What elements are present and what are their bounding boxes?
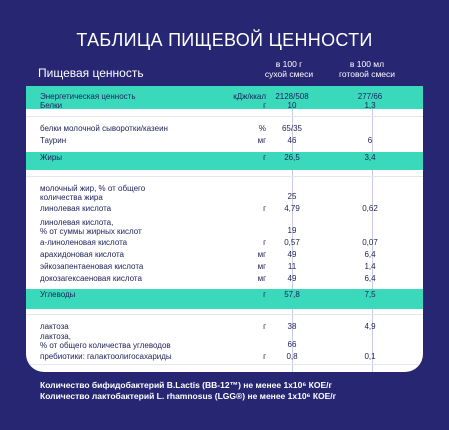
row-label: [40, 124, 168, 133]
row-label: [40, 322, 69, 331]
row-label-line: Жиры: [40, 153, 63, 162]
row-label-line: Энергетическая ценность: [40, 92, 136, 101]
value-ready: 7,5: [364, 290, 376, 299]
row-label-line: линолевая кислота: [40, 204, 112, 213]
value-ready: 277/66: [357, 92, 383, 101]
row-label: [40, 274, 142, 283]
column-header-ready: [327, 59, 407, 79]
table-row: [26, 262, 423, 273]
value-dry: 49: [287, 250, 297, 259]
column-header-dry-line2: сухой смеси: [264, 69, 314, 79]
value-dry: 57,8: [284, 290, 300, 299]
row-label-line: белки молочной сыворотки/казеин: [40, 124, 168, 133]
value-dry: 0,8: [286, 352, 298, 361]
row-unit: кДж/ккал: [233, 92, 266, 101]
row-unit: г: [263, 238, 266, 247]
row-label-line: докозагексаеновая кислота: [40, 274, 142, 283]
table-row: [26, 204, 423, 215]
row-label-line: % от суммы жирных кислот: [40, 227, 142, 236]
row-label-line: пребиотики: галактоолигосахариды: [40, 352, 172, 361]
row-label: [40, 262, 143, 271]
row-label-line: лактоза,: [40, 332, 71, 341]
row-label: [40, 352, 172, 361]
value-dry: 26,5: [284, 153, 300, 162]
row-unit: г: [263, 352, 266, 361]
value-ready: 1,3: [364, 101, 376, 110]
row-label-line: количества жира: [40, 193, 103, 202]
row-separator: [26, 116, 423, 117]
table-row: [26, 290, 423, 308]
value-ready: 4,9: [364, 322, 376, 331]
row-label: [40, 184, 145, 202]
footnote-bifidobacteria: Количество бифидобактерий B.Lactis (BB-12™) не менее 1x10⁶ КОЕ/г: [40, 380, 333, 390]
row-label: [40, 238, 127, 247]
row-unit: мг: [257, 274, 266, 283]
table-header-label: Пищевая ценность: [38, 66, 144, 80]
row-label-line: молочный жир, % от общего: [40, 184, 146, 193]
row-separator: [26, 314, 423, 315]
row-label-line: эйкозапентаеновая кислота: [40, 262, 144, 271]
value-dry: 19: [287, 226, 297, 235]
row-label: [40, 250, 124, 259]
table-row: [26, 332, 423, 352]
row-unit: г: [263, 204, 266, 213]
value-ready: 3,4: [364, 153, 376, 162]
value-dry: 46: [287, 136, 297, 145]
column-header-dry-line1: в 100 г: [275, 59, 303, 69]
value-ready: 0,1: [364, 352, 376, 361]
value-ready: 6,4: [364, 250, 376, 259]
value-dry: 65/35: [281, 124, 303, 133]
footnote-lactobacteria: Количество лактобактерий L. rhamnosus (LGG®) не менее 1x10⁶ КОЕ/г: [40, 391, 337, 401]
row-label: [40, 153, 62, 162]
row-label: [40, 218, 142, 236]
table-row: [26, 274, 423, 285]
page-title: ТАБЛИЦА ПИЩЕВОЙ ЦЕННОСТИ: [76, 30, 373, 50]
row-label-line: % от общего количества углеводов: [40, 341, 171, 350]
row-unit: мг: [257, 136, 266, 145]
row-unit: г: [263, 322, 266, 331]
row-unit: г: [263, 290, 266, 299]
row-label: [40, 204, 111, 213]
value-dry: 11: [287, 262, 297, 271]
table-row: [26, 250, 423, 261]
table-row: [26, 136, 423, 147]
table-row: [26, 124, 423, 135]
table-row: [26, 352, 423, 363]
value-dry: 2128/508: [275, 92, 309, 101]
value-ready: 6,4: [364, 274, 376, 283]
table-row: [26, 218, 423, 238]
column-header-ready-line2: готовой смеси: [338, 69, 396, 79]
row-separator: [26, 176, 423, 177]
row-label: [40, 332, 171, 350]
value-ready: 6: [367, 136, 373, 145]
column-header-dry: [249, 59, 329, 79]
row-label: [40, 290, 75, 299]
value-ready: 0,07: [362, 238, 378, 247]
column-header-ready-line1: в 100 мл: [349, 59, 385, 69]
row-label-line: Белки: [40, 101, 63, 110]
row-label-line: арахидоновая кислота: [40, 250, 124, 259]
table-row: [26, 101, 423, 112]
value-dry: 66: [287, 340, 297, 349]
value-dry: 49: [287, 274, 297, 283]
row-label-line: линолевая кислота,: [40, 218, 114, 227]
value-ready: 1,4: [364, 262, 376, 271]
nutrition-table: [26, 86, 423, 372]
row-label-line: а-линоленовая кислота: [40, 238, 128, 247]
value-dry: 4,79: [284, 204, 300, 213]
row-unit: мг: [257, 262, 266, 271]
row-unit: г: [263, 153, 266, 162]
row-unit: мг: [257, 250, 266, 259]
value-ready: 0,62: [362, 204, 378, 213]
value-dry: 0,57: [284, 238, 300, 247]
table-row: [26, 238, 423, 249]
value-dry: 10: [287, 101, 297, 110]
row-label-line: лактоза: [40, 322, 69, 331]
row-label-line: Углеводы: [40, 290, 76, 299]
row-label: [40, 92, 135, 101]
row-label-line: Таурин: [40, 136, 67, 145]
row-unit: г: [263, 101, 266, 110]
row-separator: [26, 364, 423, 365]
table-row: [26, 184, 423, 204]
value-dry: 38: [287, 322, 297, 331]
table-row: [26, 153, 423, 171]
row-label: [40, 101, 62, 110]
row-label: [40, 136, 66, 145]
row-unit: %: [258, 124, 266, 133]
value-dry: 25: [287, 192, 297, 201]
